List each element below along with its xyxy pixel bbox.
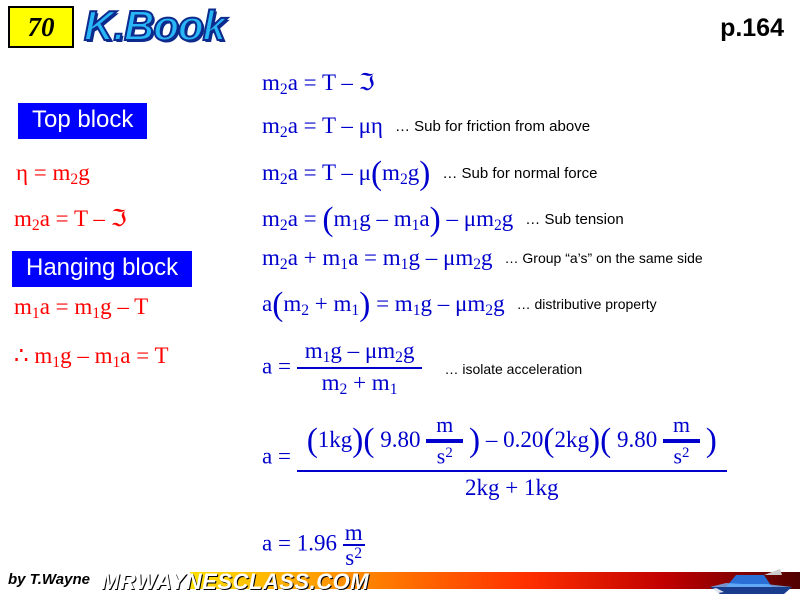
- page-label: p.164: [720, 14, 784, 42]
- derivation-step-4: $m_2a = (m_1g - m_1a) - \mu m_2g$ … Sub tension: [262, 201, 624, 238]
- equation-newton-second-law-top: $m_2a = T$ – ℑ: [14, 206, 127, 234]
- derivation-step-5: $m_2a + m_1a = m_1g - \mu m_2g$ … Group “a’s” on the same side: [262, 245, 703, 273]
- derivation-note-5: … Group “a’s” on the same side: [504, 250, 703, 266]
- footer-url: MRWAYNESCLASS.COM: [100, 569, 370, 594]
- mu-value: 0.20: [503, 426, 544, 452]
- derivation-note-3: … Sub for normal force: [442, 165, 598, 182]
- mass-m2-value: 2kg: [554, 426, 589, 452]
- derivation-step-9-answer: a = 1.96 $\frac{m}{s^2}$: [262, 520, 363, 571]
- speedboat-icon: [706, 563, 798, 597]
- equation-normal-force: $\eta = m_2g$: [16, 160, 90, 188]
- derivation-step-3: $m_2a = T - \mu(m_2g)$ … Sub for normal force: [262, 155, 598, 192]
- derivation-note-4: … Sub tension: [525, 211, 624, 228]
- derivation-note-7: … isolate acceleration: [444, 360, 583, 377]
- derivation-step-2: $m_2a = T - \mu\eta$ … Sub for friction from above: [262, 113, 591, 141]
- slide-number-badge: 70: [8, 6, 74, 48]
- hanging-block-banner: Hanging block: [12, 251, 192, 287]
- kbook-logo: K.Book: [84, 2, 225, 49]
- derivation-step-8: a = (1kg)( 9.80 $\frac{m}{s^2}$ ) – 0.20(2kg)( 9.80 $\frac{m}{s^2}$ ) 2kg + 1kg: [262, 415, 727, 501]
- denominator-sum: 2kg + 1kg: [465, 475, 559, 501]
- equation-tension-solved: ∴ $m_1g - m_1a = T$: [14, 343, 169, 371]
- derivation-note-6: … distributive property: [516, 296, 657, 312]
- footer-author: by T.Wayne: [8, 571, 90, 588]
- derivation-step-7: a = $\frac{m_1g - \mu m_2g}{m_2 + m_1}$ … isolate acceleration: [262, 338, 583, 399]
- top-block-banner: Top block: [18, 103, 147, 139]
- mass-m1-value: 1kg: [317, 426, 353, 452]
- derivation-note-2: … Sub for friction from above: [394, 118, 591, 135]
- answer-value: 1.96: [296, 530, 337, 556]
- derivation-step-1: $m_2a = T$ – ℑ: [262, 70, 375, 98]
- equation-newton-second-law-hanging: $m_1a = m_1g - T$: [14, 294, 149, 322]
- gravity-value-2: 9.80: [616, 426, 658, 452]
- gravity-value-1: 9.80: [380, 426, 421, 452]
- derivation-step-6: $a(m_2 + m_1) = m_1g - \mu m_2g$ … distributive property: [262, 286, 657, 323]
